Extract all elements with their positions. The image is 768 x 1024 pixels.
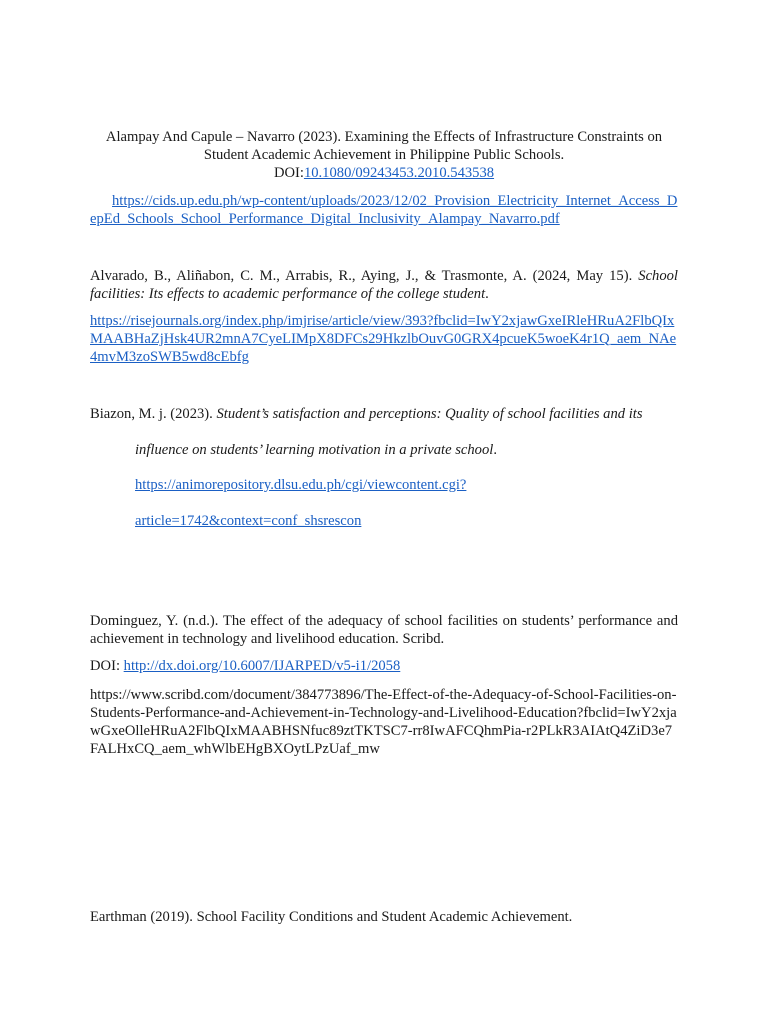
doi-line — [90, 657, 678, 675]
reference-title: School facilities: Its effects to academic performance of the college student — [90, 268, 678, 302]
doi-link[interactable]: http://dx.doi.org/10.6007/IJARPED/v5-i1/2058 — [123, 658, 401, 674]
reference-earthman — [90, 908, 678, 926]
reference-title: Student’s satisfaction and perceptions: Quality of school facilities and its — [216, 406, 643, 422]
reference-authors: Biazon, M. j. (2023). — [90, 406, 213, 422]
reference-url-link[interactable]: article=1742&context=conf_shsrescon — [135, 513, 362, 529]
reference-period: . — [485, 286, 489, 302]
reference-url-block — [90, 312, 678, 366]
doi-label: DOI: — [90, 658, 120, 674]
reference-alampay — [90, 128, 678, 182]
reference-authors: Alvarado, B., Aliñabon, C. M., Arrabis, R., Aying, J., & Trasmonte, A. (2024, May 15). — [90, 268, 633, 284]
reference-text-line: Alampay And Capule – Navarro (2023). Examining the Effects of Infrastructure Constraints on — [105, 129, 663, 145]
reference-period: . — [493, 442, 497, 458]
reference-dominguez — [90, 612, 678, 648]
reference-title: influence on students’ learning motivation in a private school — [135, 442, 494, 458]
reference-url-block — [90, 512, 723, 530]
doi-label: DOI: — [273, 165, 304, 181]
reference-text: Earthman (2019). School Facility Conditions and Student Academic Achievement. — [90, 909, 573, 925]
reference-url-block — [90, 476, 723, 494]
reference-url-link[interactable]: https://animorepository.dlsu.edu.ph/cgi/viewcontent.cgi? — [135, 477, 467, 493]
reference-url-link[interactable]: https://cids.up.edu.ph/wp-content/uploads/2023/12/02_Provision_Electricity_Internet_Access_DepEd_Schools_School_Performance_Digital_Inclusivity_Alampay_Navarro.pdf — [90, 193, 678, 227]
doi-link[interactable]: 10.1080/09243453.2010.543538 — [303, 165, 495, 181]
reference-url-text — [90, 686, 678, 758]
reference-biazon-continued — [90, 441, 723, 459]
reference-biazon — [90, 405, 678, 423]
reference-url-plain: https://www.scribd.com/document/384773896/The-Effect-of-the-Adequacy-of-School-Facilities-on-Students-Performance-and-Achievement-in-Technology-and-Livelihood-Education?fbclid=IwY2xjawGxeOlleHRuA2FlbQIxMAABHSNfuc89ztTKTSC7-rr8IwAFCQhmPia-r2PLkR3AIAtQ4ZiD3e7FALHxCQ_aem_whWlbEHgBXOytLPzUaf_mw — [90, 687, 677, 757]
reference-alvarado — [90, 267, 678, 303]
reference-text: Dominguez, Y. (n.d.). The effect of the adequacy of school facilities on students’ performance and achievement in technology and livelihood education. Scribd. — [90, 613, 678, 647]
doi-line — [90, 164, 678, 182]
reference-text-line: Student Academic Achievement in Philippine Public Schools. — [203, 147, 565, 163]
reference-url-block — [90, 192, 678, 228]
reference-url-link[interactable]: https://risejournals.org/index.php/imjrise/article/view/393?fbclid=IwY2xjawGxeIRleHRuA2FlbQIxMAABHaZjHsk4UR2mnA7CyeLIMpX8DFCs29HkzlbOuvG0GRX4pcueK5woeK4r1Q_aem_NAe4mvM3zoSWB5wd8cEbfg — [90, 313, 677, 365]
